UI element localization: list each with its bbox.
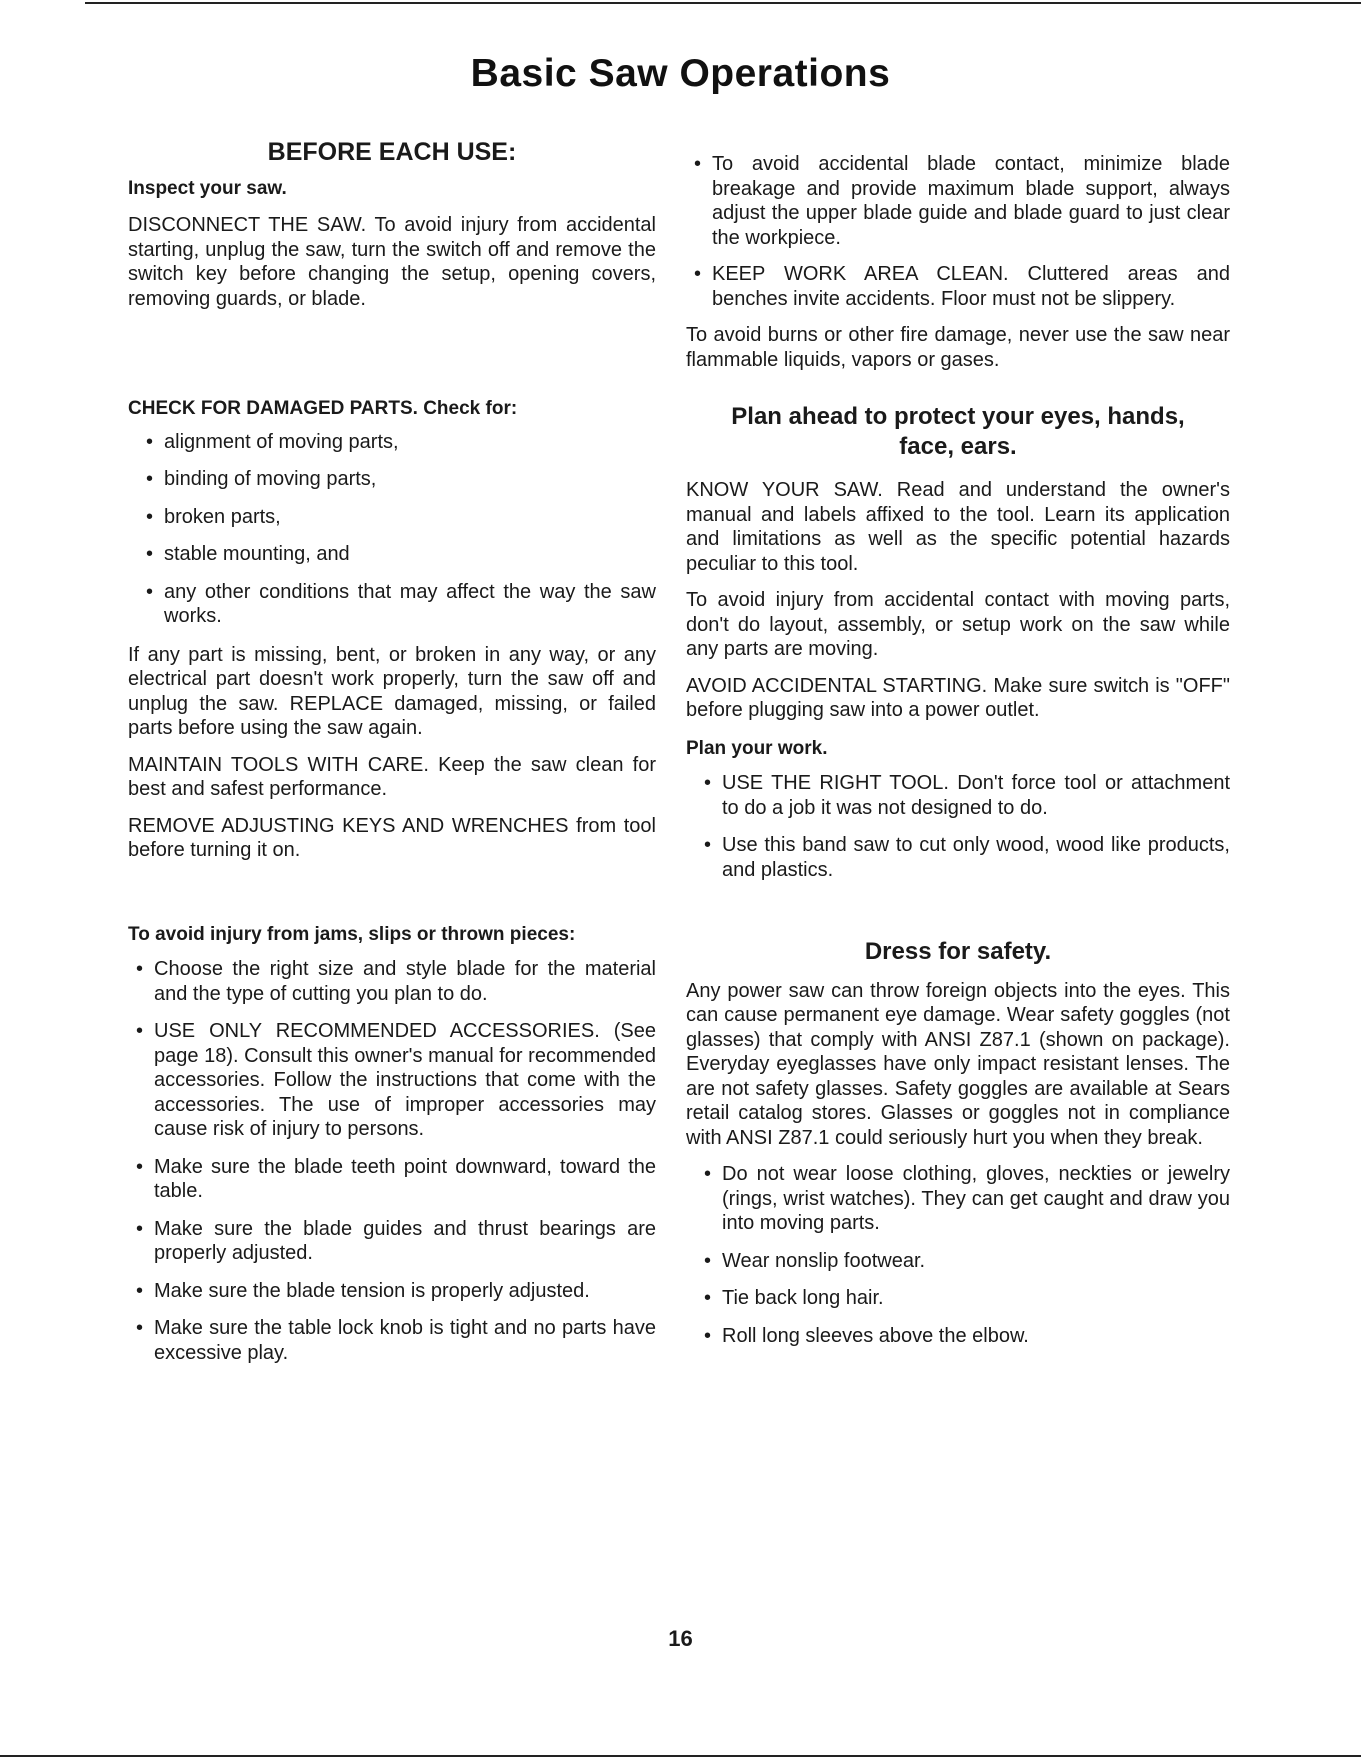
list-item: • Make sure the blade tension is properly adjusted. <box>128 1279 656 1304</box>
list-item: • Roll long sleeves above the elbow. <box>696 1324 1230 1349</box>
bottom-rule <box>0 1755 1361 1757</box>
list-item: • alignment of moving parts, <box>138 430 656 455</box>
inspect-heading: Inspect your saw. <box>128 177 287 199</box>
list-item: • Do not wear loose clothing, gloves, neckties or jewelry (rings, wrist watches). They can get caught and draw you into moving parts. <box>696 1162 1230 1236</box>
top-safety-list <box>686 152 1230 311</box>
list-item: • USE ONLY RECOMMENDED ACCESSORIES. (See page 18). Consult this owner's manual for recommended accessories. Follow the instructions that come with the accessories. The use of improper accessories may cause risk of injury to persons. <box>128 1019 656 1142</box>
jams-list <box>128 957 656 1365</box>
list-item: • USE THE RIGHT TOOL. Don't force tool or attachment to do a job it was not designed to do. <box>696 771 1230 820</box>
list-item: • any other conditions that may affect the way the saw works. <box>138 580 656 629</box>
burns-paragraph: To avoid burns or other fire damage, never use the saw near flammable liquids, vapors or gases. <box>686 324 1230 371</box>
know-your-saw-paragraph: KNOW YOUR SAW. Read and understand the owner's manual and labels affixed to the tool. Learn its application and limitations as well as the specific potential hazards peculiar to this tool. <box>686 479 1230 575</box>
list-item: • stable mounting, and <box>138 542 656 567</box>
before-each-use-heading: BEFORE EACH USE: <box>267 138 517 166</box>
jams-heading: To avoid injury from jams, slips or thrown pieces: <box>128 923 576 945</box>
dress-for-safety-heading: Dress for safety. <box>864 938 1052 965</box>
dress-list <box>686 1162 1230 1348</box>
list-item: • Tie back long hair. <box>696 1286 1230 1311</box>
plan-your-work-heading: Plan your work. <box>686 737 828 759</box>
list-item: • Use this band saw to cut only wood, wood like products, and plastics. <box>696 833 1230 882</box>
top-rule <box>85 2 1361 4</box>
list-item: • Choose the right size and style blade for the material and the type of cutting you plan to do. <box>128 957 656 1006</box>
list-item: • binding of moving parts, <box>138 467 656 492</box>
list-item: • Wear nonslip footwear. <box>696 1249 1230 1274</box>
check-list <box>128 430 656 629</box>
plan-work-list <box>686 771 1230 882</box>
list-item: • broken parts, <box>138 505 656 530</box>
maintain-paragraph: MAINTAIN TOOLS WITH CARE. Keep the saw clean for best and safest performance. <box>128 753 656 800</box>
disconnect-paragraph: DISCONNECT THE SAW. To avoid injury from accidental starting, unplug the saw, turn the switch off and remove the switch key before changing the setup, opening covers, removing guards, or blade. <box>128 214 656 310</box>
list-item: • Make sure the table lock knob is tight and no parts have excessive play. <box>128 1316 656 1365</box>
page-title: Basic Saw Operations <box>470 52 891 95</box>
page-number: 16 <box>668 1626 693 1651</box>
dress-paragraph: Any power saw can throw foreign objects into the eyes. This can cause permanent eye damage. Wear safety goggles (not glasses) that comply with ANSI Z87.1 (shown on package). Everyday eyeglasses have only impact resistant lenses. The are not safety glasses. Safety goggles are available at Sears retail catalog stores. Glasses or goggles not in compliance with ANSI Z87.1 could seriously hurt you when they break. <box>686 979 1230 1149</box>
list-item: • Make sure the blade teeth point downward, toward the table. <box>128 1155 656 1204</box>
missing-parts-paragraph: If any part is missing, bent, or broken in any way, or any electrical part doesn't work properly, turn the saw off and unplug the saw. REPLACE damaged, missing, or failed parts before using the saw again. <box>128 643 656 739</box>
list-item: • KEEP WORK AREA CLEAN. Cluttered areas and benches invite accidents. Floor must not be slippery. <box>686 262 1230 311</box>
avoid-starting-paragraph: AVOID ACCIDENTAL STARTING. Make sure switch is "OFF" before plugging saw into a power outlet. <box>686 674 1230 721</box>
plan-ahead-heading: Plan ahead to protect your eyes, hands, face, ears. <box>731 403 1185 460</box>
avoid-injury-paragraph: To avoid injury from accidental contact with moving parts, don't do layout, assembly, or setup work on the saw while any parts are moving. <box>686 589 1230 660</box>
left-column <box>128 140 656 1365</box>
right-column <box>686 152 1230 1348</box>
check-damaged-heading: CHECK FOR DAMAGED PARTS. Check for: <box>128 398 518 419</box>
list-item: • To avoid accidental blade contact, minimize blade breakage and provide maximum blade support, always adjust the upper blade guide and blade guard to just clear the workpiece. <box>686 152 1230 250</box>
remove-keys-paragraph: REMOVE ADJUSTING KEYS AND WRENCHES from tool before turning it on. <box>128 814 656 861</box>
list-item: • Make sure the blade guides and thrust bearings are properly adjusted. <box>128 1217 656 1266</box>
